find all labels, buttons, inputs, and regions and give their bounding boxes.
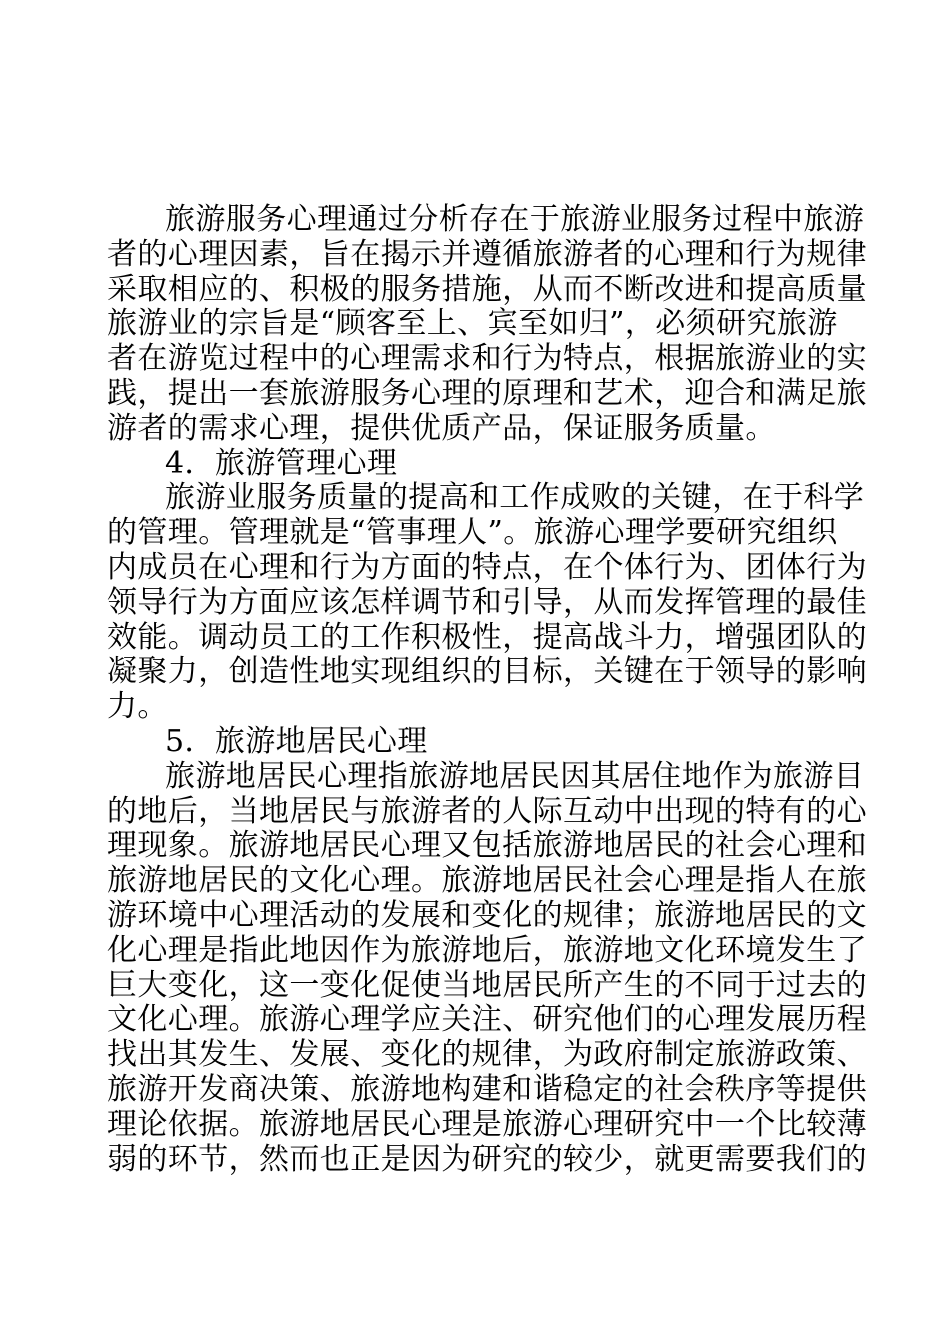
text-line: 者在游览过程中的心理需求和行为特点，根据旅游业的实 bbox=[107, 341, 867, 377]
text-line: 旅游开发商决策、旅游地构建和谐稳定的社会秩序等提供 bbox=[107, 1071, 867, 1107]
text-line: 理论依据。旅游地居民心理是旅游心理研究中一个比较薄 bbox=[107, 1106, 867, 1142]
text-line: 效能。调动员工的工作积极性，提高战斗力，增强团队的 bbox=[107, 619, 867, 655]
text-line: 4．旅游管理心理 bbox=[165, 445, 398, 481]
text-line: 者的心理因素，旨在揭示并遵循旅游者的心理和行为规律 bbox=[107, 236, 867, 272]
text-line: 的管理。管理就是“管事理人”。旅游心理学要研究组织 bbox=[107, 515, 838, 551]
text-line: 力。 bbox=[107, 689, 168, 725]
text-line: 旅游业服务质量的提高和工作成败的关键，在于科学 bbox=[165, 480, 865, 516]
text-line: 采取相应的、积极的服务措施，从而不断改进和提高质量 bbox=[107, 271, 867, 307]
text-line: 旅游业的宗旨是“顾客至上、宾至如归”，必须研究旅游 bbox=[107, 306, 838, 342]
text-line: 践，提出一套旅游服务心理的原理和艺术，迎合和满足旅 bbox=[107, 375, 867, 411]
text-line: 旅游地居民心理指旅游地居民因其居住地作为旅游目 bbox=[165, 758, 865, 794]
text-line: 领导行为方面应该怎样调节和引导，从而发挥管理的最佳 bbox=[107, 584, 867, 620]
body-text bbox=[107, 202, 867, 1177]
text-line: 的地后，当地居民与旅游者的人际互动中出现的特有的心 bbox=[107, 793, 867, 829]
text-line: 找出其发生、发展、变化的规律，为政府制定旅游政策、 bbox=[107, 1037, 867, 1073]
text-line: 旅游地居民的文化心理。旅游地居民社会心理是指人在旅 bbox=[107, 863, 867, 899]
text-line: 文化心理。旅游心理学应关注、研究他们的心理发展历程 bbox=[107, 1002, 867, 1038]
text-line: 游者的需求心理，提供优质产品，保证服务质量。 bbox=[107, 410, 776, 446]
text-line: 化心理是指此地因作为旅游地后，旅游地文化环境发生了 bbox=[107, 932, 867, 968]
text-line: 旅游服务心理通过分析存在于旅游业服务过程中旅游 bbox=[165, 202, 865, 237]
text-line: 理现象。旅游地居民心理又包括旅游地居民的社会心理和 bbox=[107, 828, 867, 864]
text-line: 5．旅游地居民心理 bbox=[165, 723, 428, 759]
text-line: 凝聚力，创造性地实现组织的目标，关键在于领导的影响 bbox=[107, 654, 867, 690]
text-line: 游环境中心理活动的发展和变化的规律；旅游地居民的文 bbox=[107, 897, 867, 933]
text-line: 巨大变化，这一变化促使当地居民所产生的不同于过去的 bbox=[107, 967, 867, 1003]
text-line: 弱的环节，然而也正是因为研究的较少，就更需要我们的 bbox=[107, 1141, 867, 1177]
text-line: 内成员在心理和行为方面的特点，在个体行为、团体行为 bbox=[107, 549, 867, 585]
